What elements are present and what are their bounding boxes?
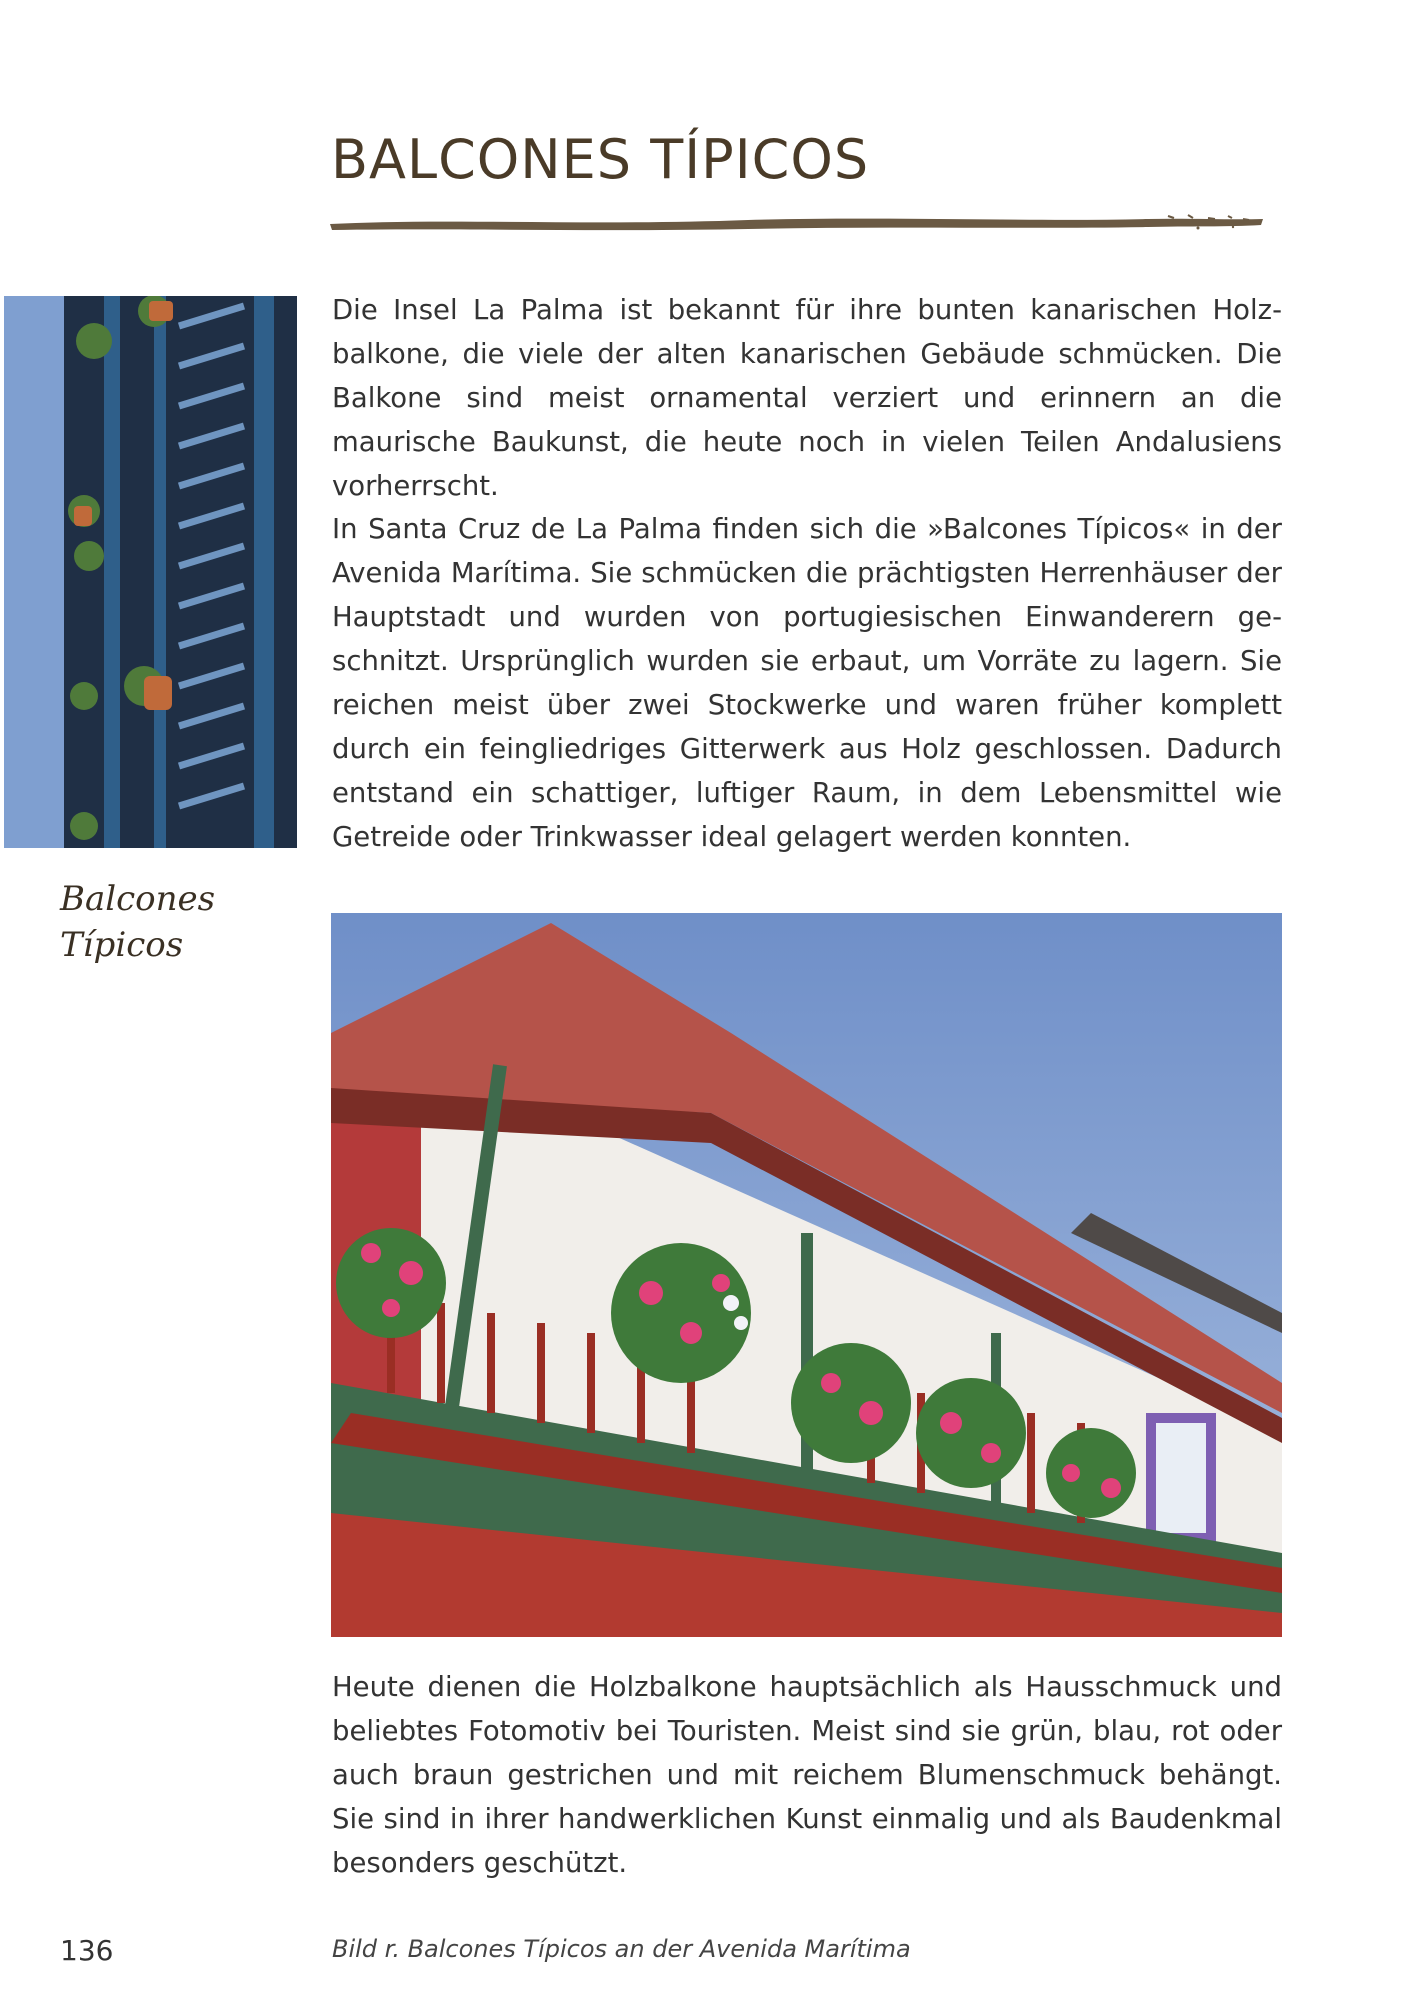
side-caption xyxy=(60,876,260,968)
paragraph-intro: Die Insel La Palma ist bekannt für ihre bunten kanarischen Holzbalkone, die viele der alten kanarischen Gebäude schmücken. Die Balkone sind meist ornamental verziert und erinnern an die maurische Baukunst, die heute noch in vielen Teilen Andalusiens vorherrscht. xyxy=(332,294,1282,502)
red-green-balcony-photo xyxy=(331,913,1282,1637)
image-caption: Bild r. Balcones Típicos an der Avenida Marítima xyxy=(332,1935,911,1963)
page-number: 136 xyxy=(60,1934,114,1967)
side-caption-line1: Balcones xyxy=(60,879,216,919)
paragraph-today: Heute dienen die Holzbalkone hauptsächlich als Hausschmuck und beliebtes Fotomotiv bei Touristen. Meist sind sie grün, blau, rot oder auch braun gestrichen und mit reichem Blumenschmuck behängt. Sie sind in ihrer handwerklichen Kunst einmalig und als Baudenkmal besonders geschützt. xyxy=(332,1671,1282,1879)
paragraph-history: In Santa Cruz de La Palma finden sich die »Balcones Típicos« in der Avenida Marítima. Sie schmücken die prächtigsten Herrenhäuser der Hauptstadt und wurden von portugiesischen Einwanderern geschnitzt. Ursprünglich wurden sie erbaut, um Vorräte zu lagern. Sie reichen meist über zwei Stockwerke und waren früher komplett durch ein feingliedriges Gitterwerk aus Holz geschlossen. Dadurch entstand ein schattiger, luftiger Raum, in dem Lebensmittel wie Getreide oder Trinkwasser ideal gelagert werden konnten. xyxy=(332,513,1282,853)
brush-stroke-divider xyxy=(328,210,1268,236)
page-title: BALCONES TÍPICOS xyxy=(331,128,870,191)
side-caption-line2: Típicos xyxy=(60,925,184,965)
blue-balconies-photo xyxy=(4,296,297,848)
